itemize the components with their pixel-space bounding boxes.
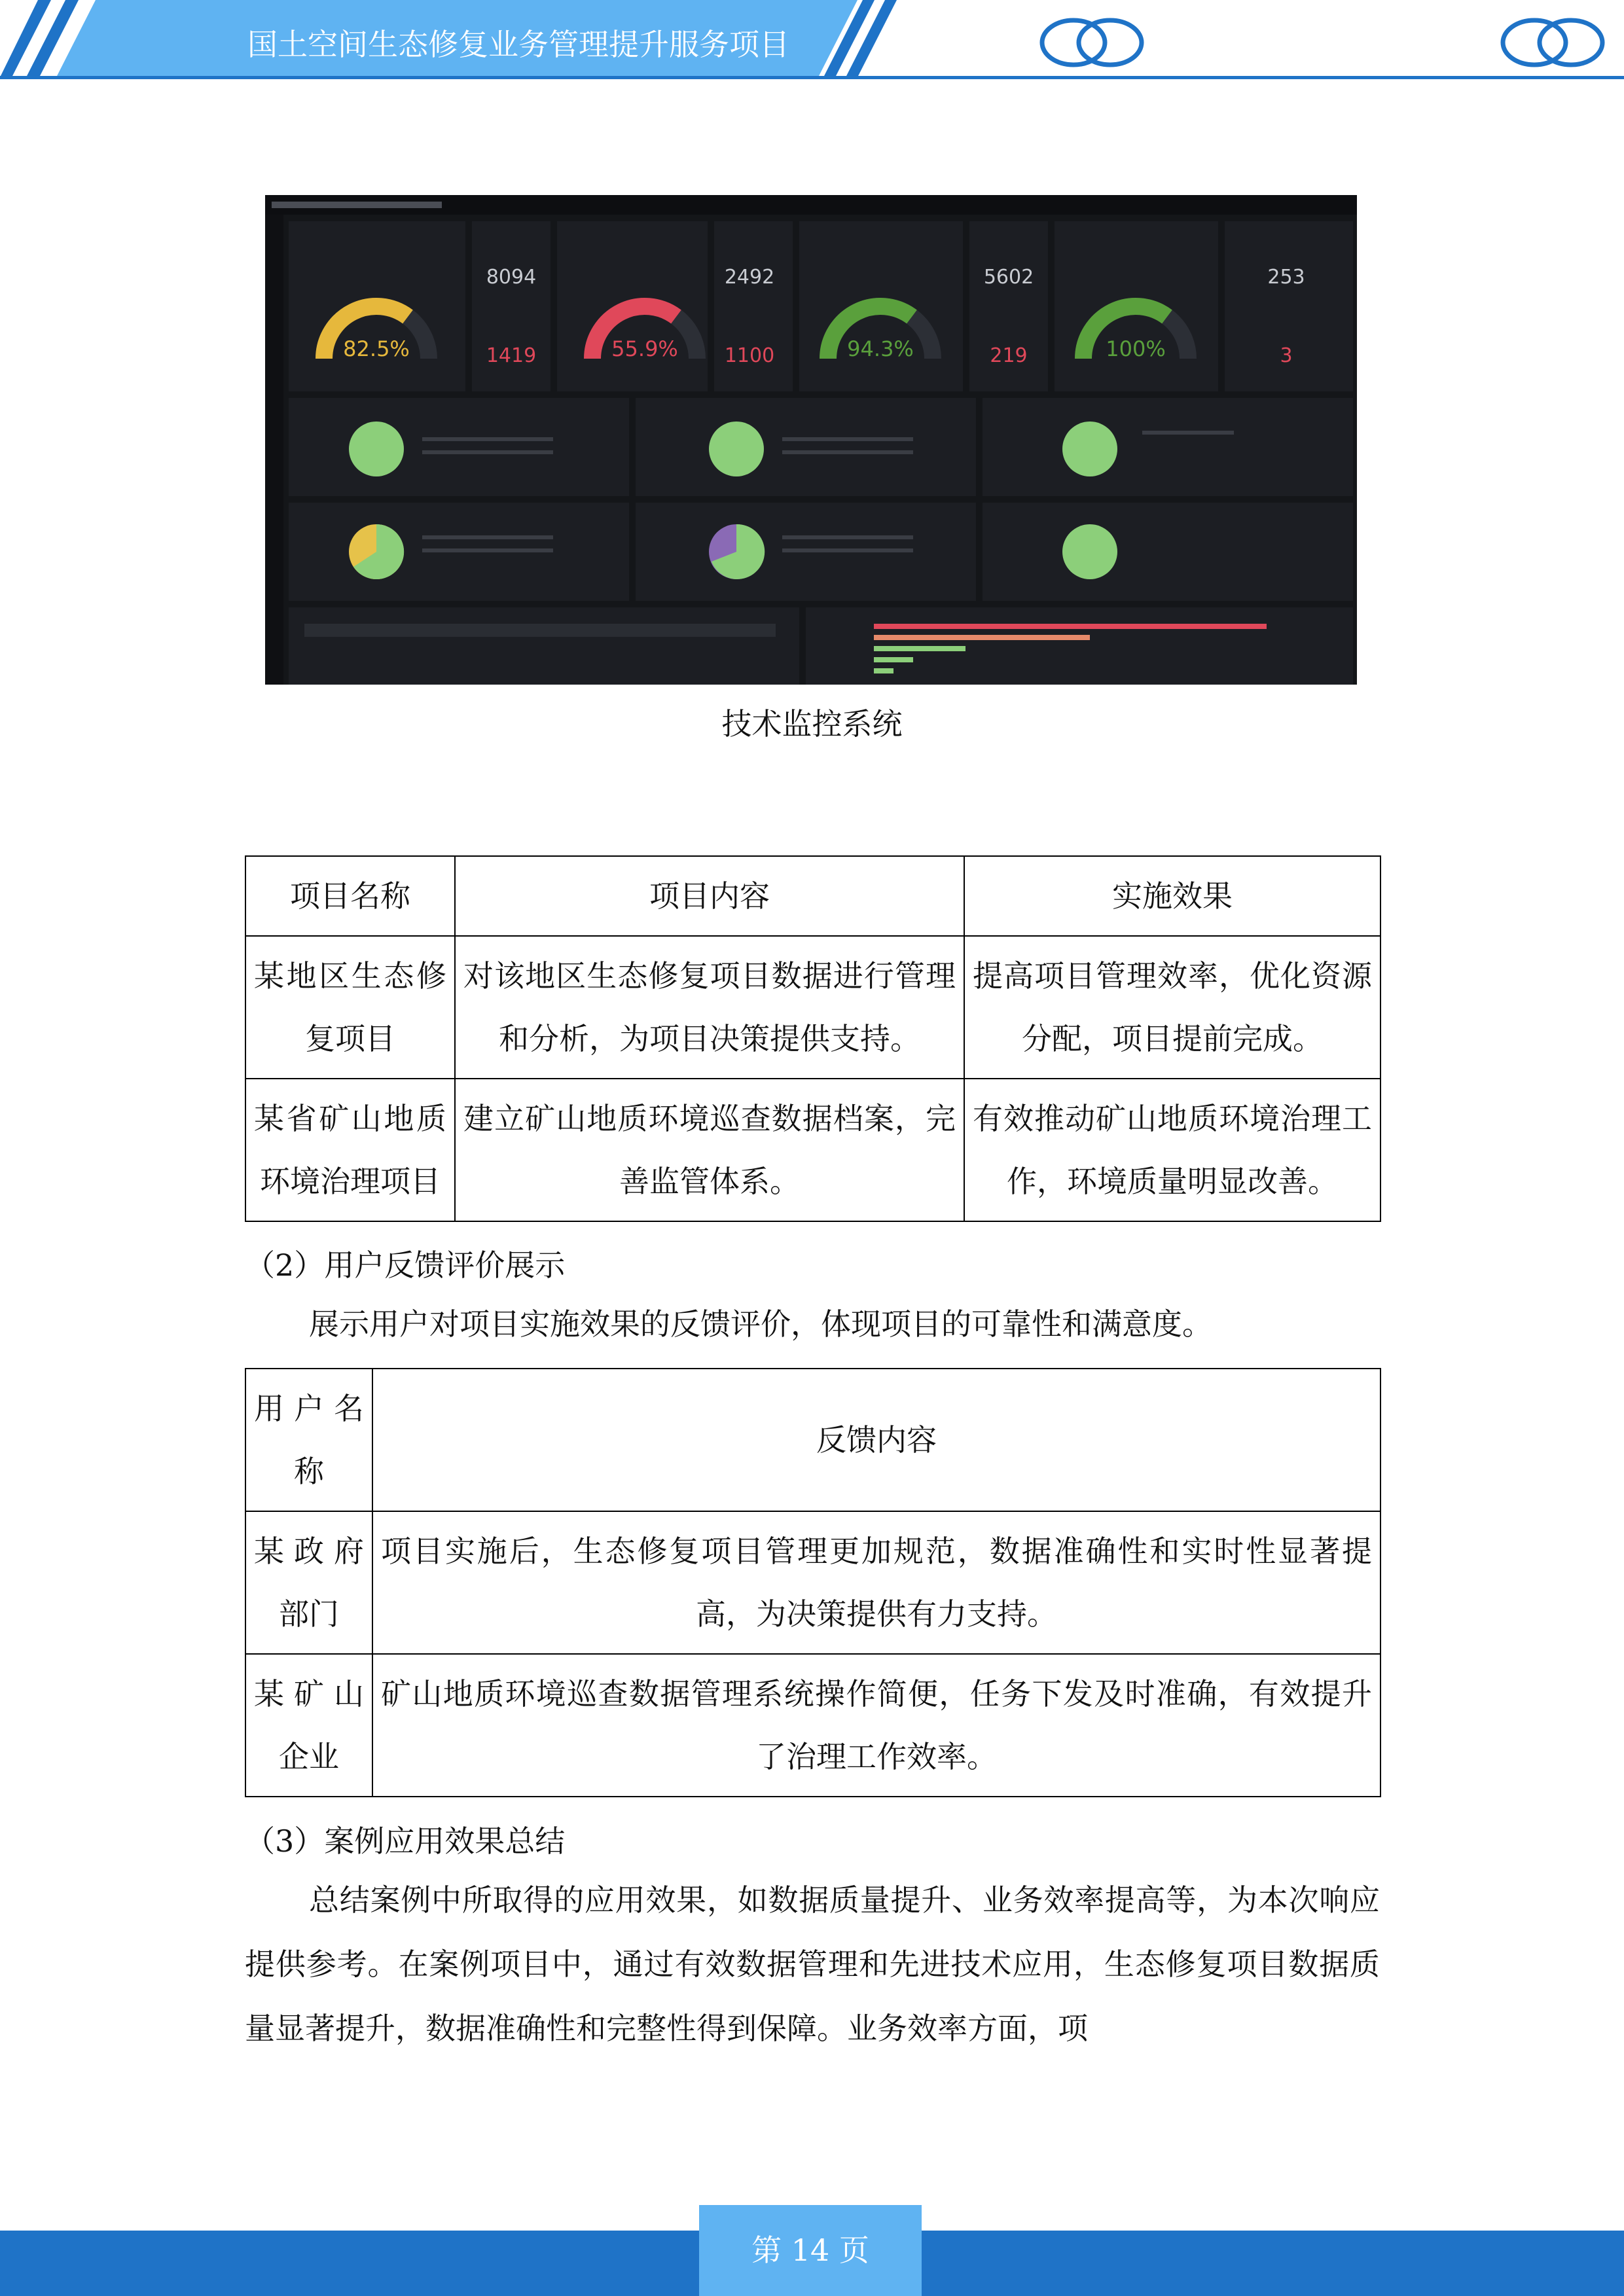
table-row [245,936,1380,1079]
table-cell: 某地区生态修复项目 [245,936,455,1079]
user-feedback-table [245,1368,1381,1797]
rings-logo-icon [1033,14,1151,71]
section-heading: （3）案例应用效果总结 [245,1823,566,1859]
rings-logo-icon [1494,14,1612,71]
section-heading: （2）用户反馈评价展示 [245,1247,566,1283]
table-cell: 提高项目管理效率，优化资源分配，项目提前完成。 [964,936,1380,1079]
table-row [245,1079,1380,1221]
table-header-cell: 项目名称 [245,856,455,936]
table-header-cell: 项目内容 [455,856,964,936]
project-cases-table [245,855,1381,1222]
table-cell: 某省矿山地质环境治理项目 [245,1079,455,1221]
gauge-value: 55.9% [611,336,678,361]
table-cell: 矿山地质环境巡查数据管理系统操作简便，任务下发及时准确，有效提升了治理工作效率。 [372,1654,1380,1797]
stat-alert: 3 [1280,344,1293,367]
stat-alert: 1419 [486,344,537,367]
table-cell: 对该地区生态修复项目数据进行管理和分析，为项目决策提供支持。 [455,936,964,1079]
section-paragraph: 总结案例中所取得的应用效果，如数据质量提升、业务效率提高等，为本次响应提供参考。在案例项目中，通过有效数据管理和先进技术应用，生态修复项目数据质量显著提升，数据准确性和完整性得到保障。业务效率方面，项 [245,1882,1380,2046]
table-row [245,1654,1380,1797]
page-number: 第 14 页 [699,2205,922,2296]
table-cell: 项目实施后，生态修复项目管理更加规范，数据准确性和实时性显著提高，为决策提供有力支持。 [372,1511,1380,1654]
monitoring-dashboard-screenshot [265,195,1357,685]
gauge-value: 100% [1106,336,1166,361]
stat-total: 253 [1267,266,1305,289]
header-title: 国土空间生态修复业务管理提升服务项目 [247,27,789,62]
table-cell: 某矿山企业 [245,1654,372,1797]
page-header [0,0,1624,85]
stat-total: 5602 [983,266,1034,289]
section-paragraph: 展示用户对项目实施效果的反馈评价，体现项目的可靠性和满意度。 [309,1306,1212,1342]
stat-total: 2492 [724,266,775,289]
gauge-value: 94.3% [847,336,914,361]
gauge-value: 82.5% [343,336,410,361]
table-cell: 建立矿山地质环境巡查数据档案，完善监管体系。 [455,1079,964,1221]
stat-alert: 219 [990,344,1028,367]
table-cell: 某政府部门 [245,1511,372,1654]
stat-alert: 1100 [724,344,775,367]
gauge-panels [289,221,1353,391]
table-cell: 有效推动矿山地质环境治理工作，环境质量明显改善。 [964,1079,1380,1221]
table-header-row [245,1369,1380,1511]
table-header-cell: 用户名称 [245,1369,372,1511]
dashboard-image [265,195,1357,685]
table-header-row [245,856,1380,936]
stat-total: 8094 [486,266,537,289]
table-header-cell: 实施效果 [964,856,1380,936]
figure-caption: 技术监控系统 [721,706,903,742]
table-header-cell: 反馈内容 [372,1369,1380,1511]
table-row [245,1511,1380,1654]
